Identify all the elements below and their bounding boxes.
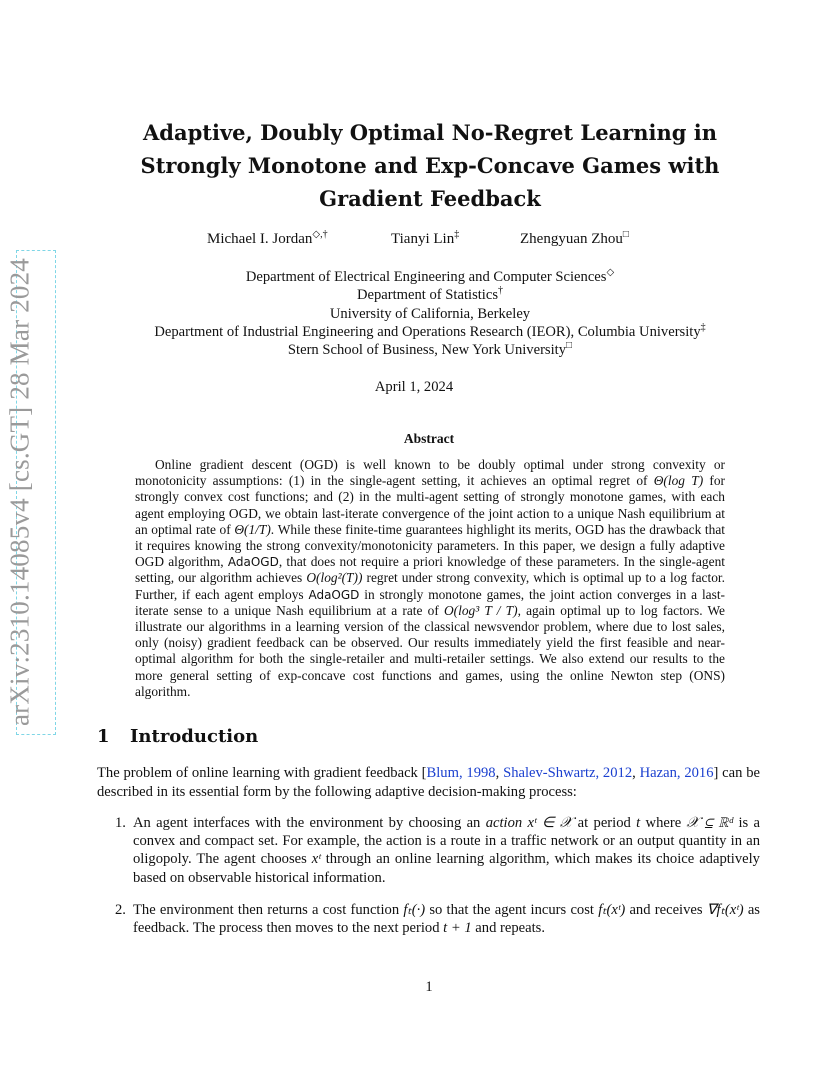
list-item-text: and repeats.: [471, 920, 545, 937]
list-item-number: 1.: [115, 815, 126, 831]
citation-separator: ,: [632, 765, 640, 781]
math-expression: fₜ(xᵗ): [598, 901, 626, 918]
math-expression: 𝒳 ⊆ ℝᵈ: [686, 815, 734, 831]
list-item-text: is a convex and compact set. For example, the action is a route in a traffic network or an output quantity in an oligopoly. The agent chooses: [133, 815, 760, 868]
citation-link[interactable]: Blum, 1998: [426, 765, 496, 781]
author-name: Zhengyuan Zhou: [520, 231, 623, 247]
affiliation: [80, 323, 780, 341]
process-list: [97, 814, 760, 937]
list-item-text: through an online learning algorithm, which makes its choice adaptively based on observable historical information.: [133, 851, 760, 886]
math-expression: O(log²(T)): [306, 570, 363, 586]
author-name: Tianyi Lin: [391, 231, 455, 247]
list-item-text: The environment then returns a cost function: [133, 901, 404, 918]
abstract-sentence: for strongly convex cost functions; and (2) in the multi-agent setting of strongly monotone games, with each agent employing OGD, we obtain last-iterate convergence of the joint action to a unique Nash equilibrium at an optimal rate of: [135, 473, 726, 537]
affiliation-text: University of California, Berkeley: [329, 305, 531, 322]
author-name: Michael I. Jordan: [207, 231, 313, 247]
affiliation-mark: □: [566, 340, 573, 352]
section-title: Introduction: [130, 726, 259, 747]
abstract-sentence: , again optimal up to log factors. We illustrate our algorithms in a learning version of the classical newsvendor problem, where due to lost sales, only (noisy) gradient feedback can be observed. Our results immediately yield the first feasible and near-optimal algorithm for both the single-retailer and multi-retailer settings. We also extend our results to the more general setting of exp-concave cost functions and games, using the online Newton step (ONS) algorithm.: [135, 602, 725, 699]
math-expression: t: [636, 815, 641, 831]
abstract-sentence: regret under strong convexity, which is optimal up to a log factor. Further, if each agent employs: [135, 570, 725, 602]
section-number: 1: [97, 726, 110, 747]
math-expression: xᵗ ∈ 𝒳: [527, 815, 573, 831]
list-item-text: so that the agent incurs cost: [425, 901, 599, 918]
list-item-text: at period: [572, 815, 637, 831]
abstract-sentence: Online gradient descent (OGD) is well known to be doubly optimal under strong convexity or monotonicity assumptions: (1) in the single-agent setting, it achieves an optimal regret of: [135, 457, 725, 489]
affiliation-mark: ◇,†: [312, 229, 328, 240]
citation-link[interactable]: Hazan, 2016: [639, 765, 714, 781]
affiliation-list: [80, 268, 780, 359]
algorithm-name: AdaOGD: [227, 555, 279, 570]
affiliation-mark: ◇: [606, 267, 615, 279]
affiliation-mark: †: [498, 285, 504, 297]
math-expression: ∇fₜ(xᵗ): [706, 901, 744, 918]
affiliation: [80, 341, 780, 359]
affiliation-mark: ‡: [700, 322, 706, 334]
abstract-text: [135, 457, 725, 700]
affiliation-text: Department of Electrical Engineering and Computer Sciences: [245, 269, 607, 285]
arxiv-identifier[interactable]: arXiv:2310.14085v4 [cs.GT] 28 Mar 2024: [4, 257, 35, 727]
math-expression: xᵗ: [311, 851, 321, 868]
author: [207, 229, 328, 248]
affiliation-text: Stern School of Business, New York University: [287, 342, 567, 359]
abstract-sentence: in strongly monotone games, the joint action converges in a last-iterate sense to a unique Nash equilibrium at a rate of: [135, 586, 725, 618]
algorithm-name: AdaOGD: [308, 587, 360, 602]
math-expression: O(log³ T / T): [443, 602, 518, 618]
intro-paragraph: [97, 764, 760, 801]
section-heading: [97, 726, 258, 747]
abstract-sentence: . While these finite-time guarantees highlight its merits, OGD has the drawback that it requires knowing the strong convexity/monotonicity parameters. In this paper, we design a fully adaptive OGD algorithm,: [135, 521, 725, 570]
author-list: [0, 229, 828, 249]
affiliation: [80, 268, 780, 286]
list-item-text: An agent interfaces with the environment by choosing an: [133, 815, 486, 831]
list-item: [97, 901, 760, 937]
math-expression: fₜ(·): [403, 901, 426, 918]
affiliation-text: Department of Industrial Engineering and Operations Research (IEOR), Columbia University: [154, 323, 701, 340]
author: [520, 229, 629, 248]
list-item-number: 2.: [115, 901, 126, 918]
abstract-heading: Abstract: [403, 431, 455, 446]
citation-link[interactable]: Shalev-Shwartz, 2012: [503, 765, 633, 781]
affiliation-mark: □: [622, 229, 629, 240]
affiliation: [80, 286, 780, 304]
affiliation: [80, 305, 780, 323]
list-item-text: and receives: [625, 901, 707, 918]
affiliation-mark: ‡: [454, 229, 460, 240]
list-item: [97, 814, 760, 887]
paragraph-text: ] can be described in its essential form by the following adaptive decision-making process:: [97, 765, 761, 800]
abstract-sentence: , that does not require a priori knowledge of these parameters. In the single-agent setting, our algorithm achieves: [135, 554, 725, 586]
math-expression: Θ(log T): [653, 473, 704, 489]
abstract-paragraph: [135, 457, 725, 700]
page-number: 1: [425, 979, 433, 995]
paragraph-text: The problem of online learning with gradient feedback [: [97, 765, 427, 781]
list-item-text: where: [640, 815, 687, 831]
paper-date: April 1, 2024: [374, 379, 454, 395]
math-expression: t + 1: [443, 920, 472, 937]
math-expression: Θ(1/T): [234, 521, 271, 537]
list-item-text: as feedback. The process then moves to the next period: [133, 901, 760, 937]
citation-separator: ,: [495, 765, 504, 781]
emphasis-text: action: [485, 815, 523, 831]
paper-title: Adaptive, Doubly Optimal No-Regret Learning in Strongly Monotone and Exp-Concave Games with Gradient Feedback: [140, 120, 720, 211]
intro-text: [97, 764, 760, 801]
affiliation-text: Department of Statistics: [356, 287, 499, 304]
author: [391, 229, 459, 248]
